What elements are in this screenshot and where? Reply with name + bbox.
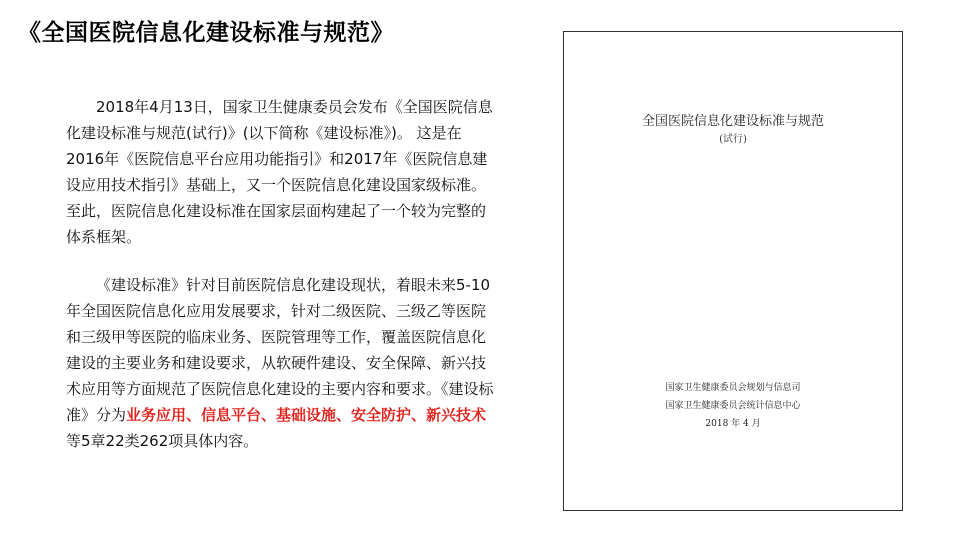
document-cover-image [563, 31, 903, 511]
cover-issuer: 国家卫生健康委员会统计信息中心 [665, 401, 801, 411]
cover-issuer: 国家卫生健康委员会规划与信息司 [665, 383, 801, 393]
content-paragraph [66, 272, 496, 454]
intro-paragraph: 2018年4月13日，国家卫生健康委员会发布《全国医院信息化建设标准与规范(试行)》(以下简称《建设标准》)。 这是在2016年《医院信息平台应用功能指引》和2017年《医院信息建设应用技术指引》基础上，又一个医院信息化建设国家级标准。至此，医院信息化建设标准在国家层面构建起了一个较为完整的体系框架。 [66, 98, 493, 246]
cover-issuers [564, 379, 902, 433]
cover-title: 全国医院信息化建设标准与规范 [641, 114, 824, 129]
content-text: 《建设标准》针对目前医院信息化建设现状，着眼未来5-10年全国医院信息化应用发展要求，针对二级医院、三级乙等医院和三级甲等医院的临床业务、医院管理等工作，覆盖医院信息化建设的主要业务和建设要求，从软硬件建设、安全保障、新兴技术应用等方面规范了医院信息化建设的主要内容和要求。《建设标准》分为 [66, 276, 494, 424]
content-text-end: 等5章22类262项具体内容。 [66, 432, 259, 450]
body-text [66, 94, 496, 454]
cover-subtitle: (试行) [719, 134, 747, 145]
slide-title: 《全国医院信息化建设标准与规范》 [18, 20, 394, 46]
highlighted-chapters: 业务应用、信息平台、基础设施、安全防护、新兴技术 [126, 406, 487, 424]
cover-date: 2018 年 4 月 [705, 419, 761, 429]
